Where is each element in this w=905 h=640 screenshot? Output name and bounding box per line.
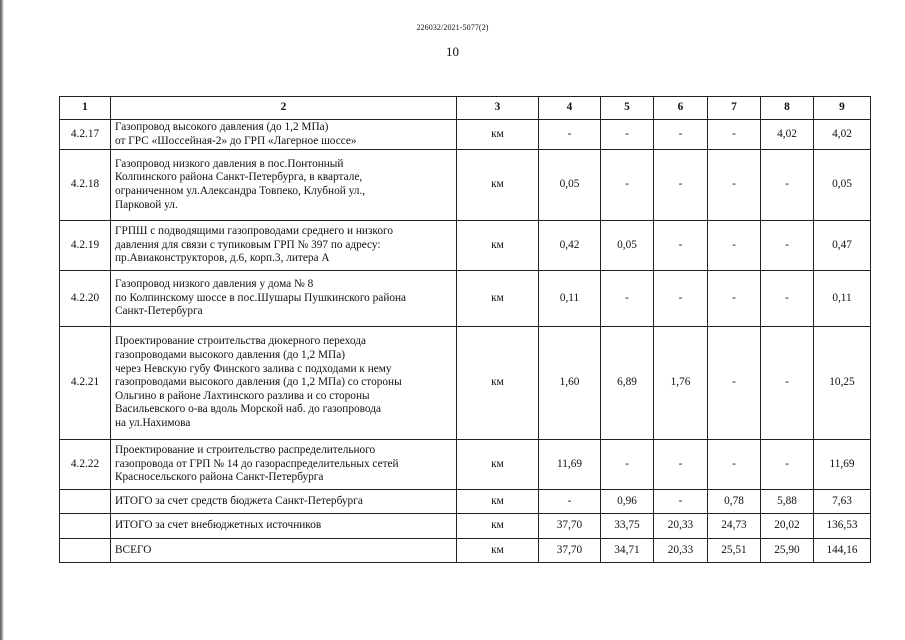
column-header: 2 <box>111 97 457 120</box>
description-line: Васильевского о-ва вдоль Морской наб. до газопровода <box>115 403 381 416</box>
description-line: Санкт-Петербурга <box>115 305 203 318</box>
cell-col4: 37,70 <box>539 539 601 563</box>
cell-col4: 1,60 <box>539 327 601 440</box>
cell-col4: 0,11 <box>539 271 601 327</box>
cell-col9: 0,47 <box>814 221 871 271</box>
cell-col6: - <box>654 490 708 514</box>
description-line: давления для связи с тупиковым ГРП № 397 по адресу: <box>115 238 381 251</box>
description-line: Газопровод высокого давления (до 1,2 МПа) <box>115 120 329 133</box>
column-header: 6 <box>654 97 708 120</box>
cell-col8: - <box>761 327 814 440</box>
row-unit: км <box>457 539 539 563</box>
cell-col6: - <box>654 221 708 271</box>
row-number-empty <box>60 539 111 563</box>
column-header: 3 <box>457 97 539 120</box>
cell-col7: - <box>708 120 761 150</box>
cell-col8: 4,02 <box>761 120 814 150</box>
cell-col9: 7,63 <box>814 490 871 514</box>
cell-col5: 33,75 <box>601 514 654 539</box>
cell-col7: 0,78 <box>708 490 761 514</box>
cell-col4: 0,42 <box>539 221 601 271</box>
cell-col8: - <box>761 221 814 271</box>
description-line: Колпинского района Санкт-Петербурга, в квартале, <box>115 171 363 184</box>
cell-col5: - <box>601 120 654 150</box>
cell-col5: - <box>601 271 654 327</box>
scan-left-edge <box>0 0 4 640</box>
row-unit: км <box>457 150 539 221</box>
table-row <box>60 120 871 150</box>
description-line: газопровода от ГРП № 14 до газораспределительных сетей <box>115 457 399 470</box>
cell-col7: - <box>708 150 761 221</box>
row-number: 4.2.22 <box>60 440 111 490</box>
cell-col7: 25,51 <box>708 539 761 563</box>
total-row-extrabudget <box>60 514 871 539</box>
cell-col6: - <box>654 150 708 221</box>
row-description <box>111 150 457 221</box>
cell-col6: - <box>654 271 708 327</box>
row-description <box>111 120 457 150</box>
cell-col4: - <box>539 490 601 514</box>
description-line: через Невскую губу Финского залива с подходами к нему <box>115 362 392 375</box>
cell-col6: 1,76 <box>654 327 708 440</box>
cell-col6: - <box>654 440 708 490</box>
row-unit: км <box>457 514 539 539</box>
cell-col4: 0,05 <box>539 150 601 221</box>
cell-col8: - <box>761 271 814 327</box>
row-unit: км <box>457 271 539 327</box>
row-unit: км <box>457 120 539 150</box>
row-description <box>111 271 457 327</box>
table-row <box>60 271 871 327</box>
description-line: Парковой ул. <box>115 198 178 211</box>
cell-col7: - <box>708 271 761 327</box>
row-number-empty <box>60 514 111 539</box>
row-unit: км <box>457 327 539 440</box>
column-header: 7 <box>708 97 761 120</box>
description-line: от ГРС «Шоссейная-2» до ГРП «Лагерное шоссе» <box>115 134 357 147</box>
table-row <box>60 150 871 221</box>
data-table <box>59 96 871 563</box>
cell-col5: 34,71 <box>601 539 654 563</box>
row-number: 4.2.21 <box>60 327 111 440</box>
cell-col6: 20,33 <box>654 514 708 539</box>
cell-col4: 37,70 <box>539 514 601 539</box>
cell-col4: - <box>539 120 601 150</box>
cell-col6: 20,33 <box>654 539 708 563</box>
cell-col5: 6,89 <box>601 327 654 440</box>
table-row <box>60 327 871 440</box>
cell-col9: 11,69 <box>814 440 871 490</box>
table-row <box>60 221 871 271</box>
row-unit: км <box>457 221 539 271</box>
total-row-budget <box>60 490 871 514</box>
cell-col9: 144,16 <box>814 539 871 563</box>
cell-col7: - <box>708 221 761 271</box>
column-header: 1 <box>60 97 111 120</box>
cell-col9: 136,53 <box>814 514 871 539</box>
cell-col7: 24,73 <box>708 514 761 539</box>
cell-col7: - <box>708 440 761 490</box>
column-header: 9 <box>814 97 871 120</box>
total-label: ИТОГО за счет внебюджетных источников <box>111 514 457 539</box>
total-label: ВСЕГО <box>111 539 457 563</box>
description-line: пр.Авиаконструкторов, д.6, корп.3, литера А <box>115 252 330 265</box>
row-number-empty <box>60 490 111 514</box>
description-line: газопроводами высокого давления (до 1,2 МПа) <box>115 349 345 362</box>
description-line: Красносельского района Санкт-Петербурга <box>115 471 324 484</box>
cell-col6: - <box>654 120 708 150</box>
row-number: 4.2.20 <box>60 271 111 327</box>
row-number: 4.2.18 <box>60 150 111 221</box>
row-description <box>111 327 457 440</box>
description-line: на ул.Нахимова <box>115 416 191 429</box>
cell-col8: - <box>761 150 814 221</box>
column-header: 5 <box>601 97 654 120</box>
cell-col5: - <box>601 150 654 221</box>
cell-col5: 0,05 <box>601 221 654 271</box>
column-header: 8 <box>761 97 814 120</box>
cell-col9: 4,02 <box>814 120 871 150</box>
cell-col9: 0,05 <box>814 150 871 221</box>
cell-col5: 0,96 <box>601 490 654 514</box>
cell-col8: 25,90 <box>761 539 814 563</box>
row-unit: км <box>457 440 539 490</box>
description-line: по Колпинскому шоссе в пос.Шушары Пушкинского района <box>115 291 407 304</box>
row-description <box>111 440 457 490</box>
column-header: 4 <box>539 97 601 120</box>
cell-col4: 11,69 <box>539 440 601 490</box>
document-number: 226032/2021-5077(2) <box>416 23 489 32</box>
description-line: ГРПШ с подводящими газопроводами среднего и низкого <box>115 225 393 238</box>
cell-col9: 0,11 <box>814 271 871 327</box>
table-row <box>60 440 871 490</box>
description-line: Газопровод низкого давления в пос.Понтонный <box>115 157 344 170</box>
row-number: 4.2.17 <box>60 120 111 150</box>
total-row-grand <box>60 539 871 563</box>
cell-col8: 5,88 <box>761 490 814 514</box>
description-line: газопроводами высокого давления (до 1,2 МПа) со стороны <box>115 376 402 389</box>
cell-col5: - <box>601 440 654 490</box>
page-number: 10 <box>446 44 459 59</box>
row-number: 4.2.19 <box>60 221 111 271</box>
description-line: Проектирование строительства дюкерного перехода <box>115 335 366 348</box>
header-row <box>60 97 871 120</box>
total-label: ИТОГО за счет средств бюджета Санкт-Петербурга <box>111 490 457 514</box>
cell-col9: 10,25 <box>814 327 871 440</box>
description-line: Проектирование и строительство распределительного <box>115 444 376 457</box>
description-line: ограниченном ул.Александра Товпеко, Клубной ул., <box>115 185 366 197</box>
row-description <box>111 221 457 271</box>
description-line: Газопровод низкого давления у дома № 8 <box>115 278 314 291</box>
description-line: Ольгино в районе Лахтинского разлива и со стороны <box>115 389 370 402</box>
cell-col8: 20,02 <box>761 514 814 539</box>
cell-col8: - <box>761 440 814 490</box>
row-unit: км <box>457 490 539 514</box>
cell-col7: - <box>708 327 761 440</box>
